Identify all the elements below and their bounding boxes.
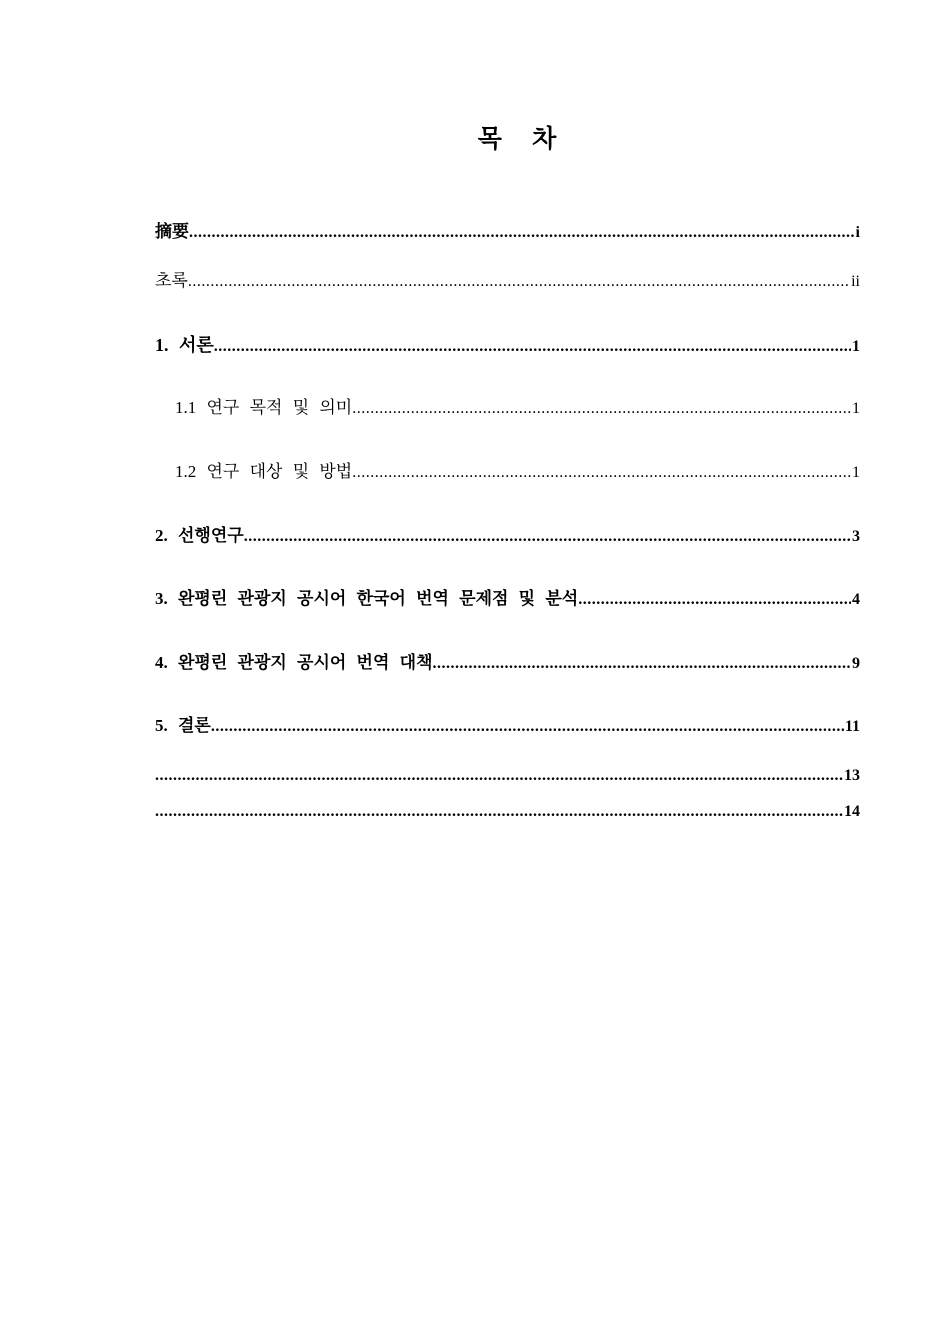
toc-entry-abstract-korean[interactable] [155,269,860,293]
toc-page-number: 14 [844,803,860,820]
toc-page-number: ii [851,273,860,290]
toc-page-number: i [855,224,860,241]
toc-leader-dots [214,335,851,357]
toc-entry-chapter-4[interactable] [155,651,860,675]
toc-page-number: 9 [852,655,860,672]
toc-entry-label: 摘要 [155,222,189,241]
toc-entry-chapter-3[interactable] [155,587,860,611]
toc-leader-dots [578,588,851,611]
toc-page-number: 4 [852,591,860,608]
toc-entry-label: 1.1 연구 목적 및 의미 [175,398,353,417]
toc-page-number: 1 [852,400,860,417]
toc-entry-label: 4. 완평린 관광지 공시어 번역 대책 [155,653,433,672]
toc-leader-dots [244,525,851,548]
toc-page-number: 11 [844,718,860,735]
page-title: 목 차 [477,126,569,153]
toc-page-number: 3 [852,528,860,545]
toc-entry-label: 1. 서론 [155,335,214,355]
toc-leader-dots [211,715,844,738]
toc-entry-label: 초록 [155,271,188,290]
toc-leader-dots [155,800,843,824]
toc-page-number: 13 [844,767,860,784]
toc-leader-dots [433,652,852,675]
toc-entry-label: 2. 선행연구 [155,526,244,545]
toc-entry-chapter-1[interactable] [155,333,860,357]
toc-leader-dots [189,221,855,244]
toc-entry-section-1-2[interactable] [175,460,860,484]
toc-entry-label: 3. 완평린 관광지 공시어 한국어 번역 문제점 및 분석 [155,589,579,608]
toc-leader-dots [188,270,850,293]
toc-entry-unlabeled-14[interactable] [155,800,860,824]
toc-page-number: 1 [852,464,860,481]
toc-leader-dots [352,397,851,420]
toc-entry-label: 5. 결론 [155,716,211,735]
toc-entry-unlabeled-13[interactable] [155,764,860,788]
toc-entry-chapter-5[interactable] [155,714,860,738]
toc-leader-dots [155,764,843,788]
toc-entry-chapter-2[interactable] [155,524,860,548]
toc-leader-dots [352,461,851,484]
toc-entry-label: 1.2 연구 대상 및 방법 [175,462,353,481]
toc-entry-abstract-chinese[interactable] [155,220,860,244]
toc-entry-section-1-1[interactable] [175,396,860,420]
toc-page-number: 1 [852,338,860,355]
